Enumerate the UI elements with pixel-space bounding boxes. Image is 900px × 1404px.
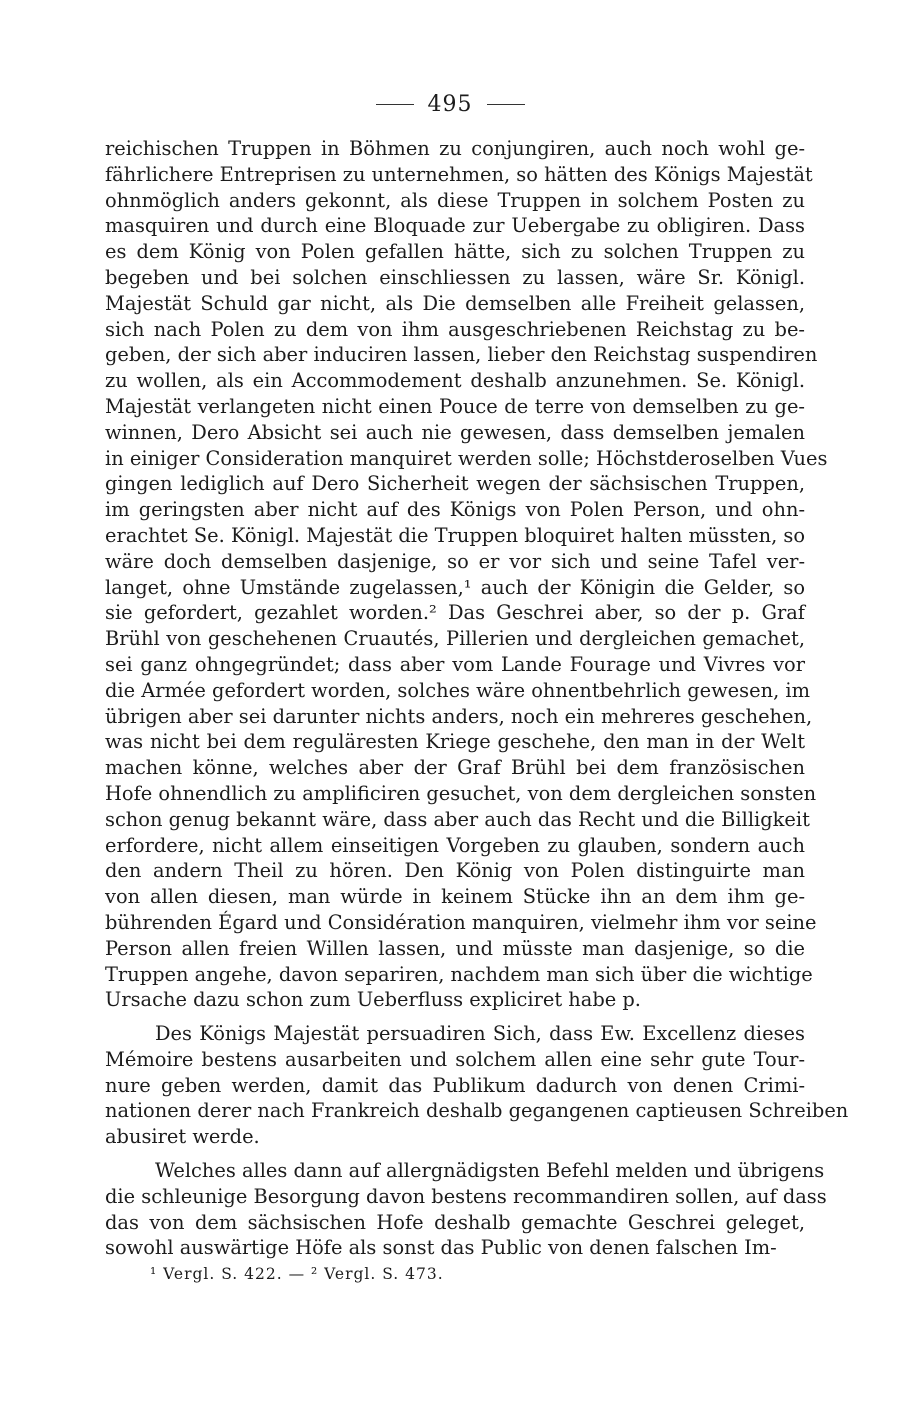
text-line: nationen derer nach Frankreich deshalb gegangenen captieusen Schreiben (105, 1099, 849, 1123)
paragraph (105, 1158, 827, 1261)
text-line: Person allen freien Willen lassen, und müsste man dasjenige, so die (105, 936, 805, 960)
text-line: wäre doch demselben dasjenige, so er vor sich und seine Tafel ver- (105, 549, 805, 573)
text-line: langet, ohne Umstände zugelassen,¹ auch der Königin die Gelder, so (105, 575, 805, 599)
text-line: das von dem sächsischen Hofe deshalb gemachte Geschrei geleget, (105, 1210, 805, 1234)
text-line: masquiren und durch eine Bloquade zur Uebergabe zu obligiren. Dass (105, 214, 805, 238)
text-line: Des Königs Majestät persuadiren Sich, dass Ew. Excellenz dieses (155, 1022, 805, 1046)
text-line: übrigen aber sei darunter nichts anders, noch ein mehreres geschehen, (105, 704, 813, 728)
text-line: nure geben werden, damit das Publikum dadurch von denen Crimi- (105, 1073, 805, 1097)
text-line: Truppen angehe, davon separiren, nachdem man sich über die wichtige (105, 962, 813, 986)
text-line: Majestät verlangeten nicht einen Pouce de terre von demselben zu ge- (105, 394, 805, 418)
paragraph (105, 136, 828, 1013)
text-line: zu wollen, als ein Accommodement deshalb anzunehmen. Se. Königl. (105, 369, 805, 393)
text-line: bührenden Égard und Considération manquiren, vielmehr ihm vor seine (105, 910, 817, 934)
text-line: die schleunige Besorgung davon bestens recommandiren sollen, auf dass (105, 1184, 827, 1208)
header-rule-right (487, 104, 525, 105)
page-header (0, 92, 900, 117)
text-line: Hofe ohnendlich zu amplificiren gesuchet, von dem dergleichen sonsten (105, 781, 817, 805)
text-line: von allen diesen, man würde in keinem Stücke ihn an dem ihm ge- (105, 885, 805, 909)
text-line: im geringsten aber nicht auf des Königs von Polen Person, und ohn- (105, 498, 805, 522)
text-line: sei ganz ohngegründet; dass aber vom Lande Fourage und Vivres vor (105, 652, 805, 676)
text-line: Mémoire bestens ausarbeiten und solchem allen eine sehr gute Tour- (105, 1047, 805, 1071)
text-line: erachtet Se. Königl. Majestät die Truppen bloquiret halten müssten, so (105, 523, 806, 547)
text-line: in einiger Consideration manquiret werden solle; Höchstderoselben Vues (105, 446, 828, 470)
text-line: machen könne, welches aber der Graf Brühl bei dem französischen (105, 756, 805, 780)
body-text (105, 136, 849, 1269)
text-line: den andern Theil zu hören. Den König von Polen distinguirte man (105, 859, 805, 883)
text-line: sich nach Polen zu dem von ihm ausgeschriebenen Reichstag zu be- (105, 317, 805, 341)
text-line: gingen lediglich auf Dero Sicherheit wegen der sächsischen Truppen, (105, 472, 805, 496)
text-line: winnen, Dero Absicht sei auch nie gewesen, dass demselben jemalen (105, 420, 805, 444)
text-line: geben, der sich aber induciren lassen, lieber den Reichstag suspendiren (105, 343, 818, 367)
paragraph (105, 1021, 849, 1150)
text-line: begeben und bei solchen einschliessen zu lassen, wäre Sr. Königl. (105, 265, 805, 289)
text-line: erfordere, nicht allem einseitigen Vorgeben zu glauben, sondern auch (105, 833, 805, 857)
text-line: abusiret werde. (105, 1125, 260, 1149)
text-line: sowohl auswärtige Höfe als sonst das Public von denen falschen Im- (105, 1236, 777, 1260)
header-rule-left (376, 104, 414, 105)
text-line: Majestät Schuld gar nicht, als Die demselben alle Freiheit gelassen, (105, 291, 805, 315)
text-line: sie gefordert, gezahlet worden.² Das Geschrei aber, so der p. Graf (105, 601, 805, 625)
text-line: fährlichere Entreprisen zu unternehmen, so hätten des Königs Majestät (105, 162, 813, 186)
text-line: die Armée gefordert worden, solches wäre ohnentbehrlich gewesen, im (105, 678, 810, 702)
text-line: Brühl von geschehenen Cruautés, Pillerien und dergleichen gemachet, (105, 627, 805, 651)
text-line: was nicht bei dem reguläresten Kriege geschehe, den man in der Welt (105, 730, 805, 754)
text-line: reichischen Truppen in Böhmen zu conjungiren, auch noch wohl ge- (105, 137, 805, 160)
text-line: es dem König von Polen gefallen hätte, sich zu solchen Truppen zu (105, 240, 805, 264)
text-line: Ursache dazu schon zum Ueberfluss expliciret habe p. (105, 988, 641, 1012)
text-line: Welches alles dann auf allergnädigsten Befehl melden und übrigens (155, 1159, 825, 1183)
text-line: schon genug bekannt wäre, dass aber auch das Recht und die Billigkeit (105, 807, 810, 831)
page-number: 495 (427, 92, 473, 117)
footnotes: ¹ Vergl. S. 422. — ² Vergl. S. 473. (150, 1265, 444, 1283)
text-line: ohnmöglich anders gekonnt, als diese Truppen in solchem Posten zu (105, 188, 805, 212)
